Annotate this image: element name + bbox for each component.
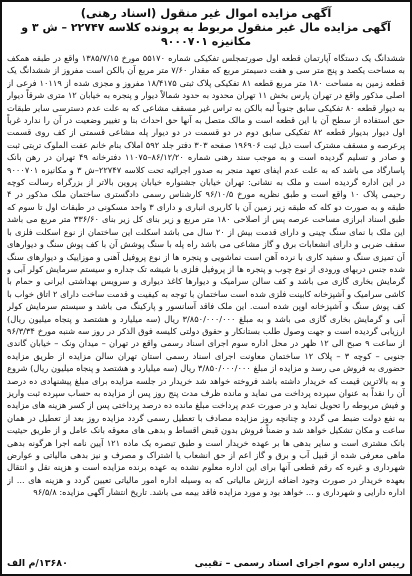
reference-number: ۱۳۶۸۰/م الف [7,558,68,569]
signature: رییس اداره سوم اجرای اسناد رسمی – تقیبی [194,558,405,569]
notice-subtitle: آگهی مزایده مال غیر منقول مربوط به پرونده کلاسه ۲۲۷۴۷ – ش ۳ و مکانیزه ۹۰۰۰۷۰۱ [21,21,391,48]
notice-body: ششدانگ یک دستگاه آپارتمان قطعه اول صورتمجلس تفکیکی شماره ۵۵۱۷۰ مورخ ۱۳۸۵/۷/۱۵ واقع در طبقه همکف به مساحت یکصد و پنج متر سی و هفت دسیمتر مربع که مقدار ۷/۶۰ متر مربع آن بالکن است مفروز از ششدانگ یک قطعه زمین به مساحت ۱۸۰ متر مربع قطعه ۸۱ تفکیکی پلاک ثبتی ۱۸/۴۱۷۵ مفروز و مجزی شده از ۱۰۱۱۹ فرعی از اصلی مذکور واقع در تهران پارس بخش ۱۱ تهران محدود به حدود شمالاً دیوار و پنجره به خیابان ۱۲ متری شرقاً دیوار به دیوار قطعه ۸۰ تفکیکی سابق جنوباً لبه بالکن به تراس غیر مسقف مشاعی که به علت عدم دسترسی سایر طبقات حق استفاده از سطح آن با این قطعه است و مالک متصل به آنها حق احداث بنا و تغییر وضعیت در آن را ندارد غرباً اول دیوار بدیوار قطعه ۸۲ تفکیکی سابق دوم در دو قسمت در دو دیوار پله مشاعی قسمتی از کف روی قسمت پرعرصه و مسقف مشترک است ذیل ثبت ۱۹۶۹۰۶ صفحه ۳۰۳ دفتر جلد ۵۹۲ املاک بنام خانم عفت الملوک تربتی ثبت و صادر و تسلیم گردیده است و به موجب سند رهنی شماره ۸۶/۱۲/۲۰–۱۱۰۷۵ دفترخانه ۴۹ تهران در رهن بانک پاسارگاد می باشد که به علت عدم ایفای تعهد منجر به صدور اجرائیه تحت کلاسه ۲۲۷۴۷–ش ۳ و مکانیزه ۹۰۰۰۷۰۱ در این اداره گردیده است و ملک به نشانی: تهران خیابان جشنواره خیابان پروین بالاتر از بزرگراه رسالت کوچه رحیمی پلاک ۱۰ واقع است و طبق نظریه مورخ ۹۶/۱۰/۵ کارشناس رسمی دادگستری ساختمان ملک مذکور در ۴ طبقه و به صورت دو کله که طبقه زیر زمین آن با کاربری انباری و دارای ۳ واحد مسکونی در طبقات اول تا سوم که طبق اسناد ابرازی مساحت عرصه پس از اصلاحی ۱۸۰ متر مربع و زیر بنای کل زیر بنای ۳۳۶/۶۰ متر مربع می باشد این ملک با نمای سنگ چینی و دارای قدمت بیش از ۲۰ سال می باشد اسکلت این ساختمان از نوع اسکلت فلزی با سقف ضربی و دارای انشعابات برق و گاز مشاعی می باشد راه پله با سنگ پوشش آن با کف پوش سنگ و دیوارهای آن تمیزی سنگ و سفید کاری با نرده آهن است نماشویی و پنجره ها از نوع پروفیل آهنی و موزاییک و دیوارهای سنگ شده جنس دربهای ورودی از نوع چوب و پنجره ها از پروفیل فلزی با شیشه تک جداره و سیستم سرمایش کولر آبی و گرمایش بخاری گازی می باشد و کف سالن سرامیک و دیوارها کاغذ دیواری و سرویس بهداشتی ایرانی و حمام با کاشی سرامیک و آشپزخانه کابینت فلزی شده است ساختمان با توجه به کیفیت و قدمت ساخت دارای ۲ اتاق خواب با کف پوش سنگ و آشپزخانه اوپن شده است. این ملک فاقد آسانسور و پارکینگ می باشد و سیستم سرمایش کولر آبی و گرمایش بخاری گازی می باشد و به مبلغ ۳/۸۵۰/۰۰۰/۰۰۰ ریال (سه میلیارد و هشتصد و پنجاه میلیون ریال) ارزیابی گردیده است و جهت وصول طلب بستانکار و حقوق دولتی کلیسه فوق الذکر در روز سه شنبه مورخ ۹۶/۳/۳۴ از ساعت ۹ صبح الی ۱۲ ظهر در محل اداره سوم اجرای اسناد رسمی واقع در تهران – میدان ونک – خیابان گاندی جنوبی – کوچه ۳ – پلاک ۱۲ ساختمان معاونت اجرای اسناد رسمی استان تهران سالن مزایده از طریق مزایده حضوری به فروش می رسد و مزایده از مبلغ ۳/۸۵۰/۰۰۰/۰۰۰ ریال (سه میلیارد و هشتصد و پنجاه میلیون ریال) شروع و به بالاترین قیمت که خریدار داشته باشد فروخته خواهد شد خریدار در جلسه مزایده برای مبلغ پیشنهادی ده درصد آن را نقداً به عنوان سپرده پرداخت می نماید و مانده ظرف مدت پنج روز پس از مزایده به حساب سپرده ثبت واریز و فیش مربوطه را تحویل نماید و در صورت عدم پرداخت مبلغ مانده ده درصد پرداختی پس از کسر هزینه های مزایده به نفع دولت ضبط می گردد و چنانچه روز مزایده مصادف با تعطیل رسمی گردد مزایده روز بعد از تعطیل در همان ساعت و مکان تشکیل خواهد شد و ضمناً فروش بدون قبض اقساط و بدهی های معوقه بانک عامل و از طریق حیثیت بانک مشتری است و سایر بدهی ها بر عهده خریدار است و طبق تبصره یک ماده ۱۲۱ آیین نامه اجرا هرگونه بدهی ماهی معرفی شده از قبیل آب و برق و گاز اعم از حق انشعاب یا اشتراک و مصرف و نیز بدهی مالیاتی و عوارض شهرداری و غیره که رقم قطعی آنها برای این اداره معلوم نشده به عهده برنده مزایده است و هزینه نقل و انتقال بعهده خریدار در صورت وجود اضافه ارزش مالیاتی که به وسیله اداره امور مالیاتی تعیین گردد و هزینه های ... از اداره دارایی و شهرداری و ... خواهد بود و مورد مزایده فاقد بیمه می باشد. تاریخ انتشار آگهی مزایده: ۹۶/۵/۸ [7,53,405,498]
notice-footer [7,557,405,570]
notice-title: آگهی مزایده اموال غیر منقول (اسناد رهنی) [80,6,332,20]
